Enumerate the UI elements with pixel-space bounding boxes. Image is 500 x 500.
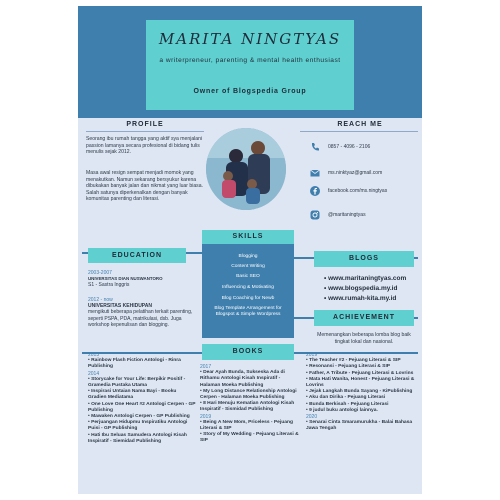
books-year: 2017 [200, 364, 212, 370]
header-title-box [146, 20, 354, 110]
reach-heading: REACH ME [337, 121, 383, 128]
instagram-icon [310, 210, 320, 220]
books-column-2 [200, 364, 300, 445]
blog-link[interactable]: • www.blogspedia.my.id [324, 285, 398, 292]
phone-text: 0857 - 4096 - 2106 [328, 144, 371, 150]
books-column-3 [306, 352, 416, 433]
education-heading: EDUCATION [111, 252, 163, 259]
instagram-text: @maritaningtyas [328, 212, 366, 218]
contact-instagram[interactable] [306, 210, 418, 220]
email-text: ms.ninktyaz@gmail.com [328, 170, 383, 176]
book-item: • Perjuangan Hidupmu Inspiratiku Antologi Puisi - GP Publishing [88, 420, 188, 432]
books-year: 2019 [306, 352, 318, 358]
books-year: 2013 [88, 352, 100, 358]
skill-item: Blogging [238, 254, 258, 259]
book-item: • 9 judul buku antologi lainnya. [306, 407, 378, 413]
book-item: • My Long Distance Relationship Antologi Cerpen - Halaman Moeka Publishing [200, 388, 297, 401]
education-degree-1: S1 - Sastra Inggris [88, 282, 130, 289]
blogs-heading: BLOGS [349, 255, 379, 262]
book-item: • Rainbow Flash Fiction Antologi - Rinra Publishing [88, 358, 181, 370]
books-year: 2014 [88, 370, 100, 377]
book-item: • Senarai Cinta Smaramurukha - Balai Bahasa Jawa Tengah [306, 420, 413, 432]
skill-item: Blog Coaching for Newb [221, 296, 275, 301]
contact-email[interactable] [306, 168, 418, 178]
education-school-2: UNIVERSITAS KEHIDUPAN [88, 303, 152, 310]
family-photo [206, 128, 286, 210]
resume-page [78, 6, 422, 494]
facebook-icon [310, 186, 320, 196]
skills-box [202, 244, 294, 338]
blogs-list [324, 274, 406, 304]
book-item: • 8 Hari Menuju Kematian Antologi Kisah Inspiratif - Sismidad Publishing [200, 401, 295, 413]
education-years-1: 2003-2007 [88, 270, 112, 276]
book-item: • Storycake for Your Life: Berpikir Positif - Gramedia Pustaka Utama [88, 376, 186, 389]
education-school-1: UNIVERSITAS DIAN NUSWANTORO [88, 276, 163, 282]
book-item: • Mawaken Antologi Cerpen - GP Publishing [88, 414, 190, 420]
book-item: • Story of My Wedding - Pejuang Literasi & SIP [200, 432, 299, 444]
reach-rule [300, 131, 418, 132]
blog-link[interactable]: • www.maritaningtyas.com [324, 275, 407, 282]
profile-paragraph-2: Masa awal resign sempat menjadi momok yang menakutkan. Namun sekarang bersyukur karena dibukakan banyak jalan dan nikmat yang luar biasa. Salah satunya diperkenalkan dengan banyak komunitas parenting dan literasi. [86, 170, 203, 203]
contact-phone[interactable] [306, 142, 418, 152]
skill-item: Content Writing [231, 264, 265, 269]
book-item: • Father, A Tribute - Pejuang Literasi & Lovrins [306, 370, 414, 376]
contact-facebook[interactable] [306, 186, 418, 196]
education-years-2: 2012 - now [88, 297, 113, 303]
books-year: 2020 [306, 414, 318, 421]
education-entry-2 [88, 297, 198, 328]
owner-line: Owner of Blogspedia Group [193, 88, 307, 95]
skill-item: Blog Template Arrangement for Blogspot & Simple Wordpress [214, 306, 282, 317]
profile-rule [86, 131, 204, 132]
book-item: • Resonansi - Pejuang Literasi & SIP [306, 364, 391, 370]
book-item: • Aku dan Dirika - Pejuang Literasi [306, 395, 386, 401]
phone-icon [310, 142, 320, 152]
book-item: • Being A New Mom, Priceless - Pejuang Literasi & SIP [200, 419, 293, 432]
achievement-heading: ACHIEVEMENT [333, 314, 395, 321]
book-item: • Inspirasi Untaian Nama Bayi - Booku Gradien Mediatama [88, 389, 177, 401]
achievement-text: Memenangkan beberapa lomba blog baik tingkat lokal dan nasional. [317, 332, 411, 345]
books-heading: BOOKS [232, 348, 264, 355]
book-item: • Bunda Berkisah - Pejuang Literasi [306, 401, 389, 407]
book-item: • Mata Hati Wanita, Honest - Pejuang Literasi & Lovrins [306, 376, 415, 389]
book-item: • The Teacher #2 - Pejuang Literasi & SIP [306, 358, 401, 364]
skills-heading: SKILLS [232, 233, 264, 240]
education-entry-1 [88, 270, 198, 289]
tagline: a writerpreneur, parenting & mental health enthusiast [159, 57, 341, 64]
facebook-text: facebook.com/ms.ningtyas [328, 188, 388, 194]
books-year: 2019 [200, 413, 212, 420]
skill-item: Influencing & Motivating [222, 285, 274, 290]
book-item: • Dear Ayah Bunda, Sukseska Ada di Rithamu Antologi Kisah Inspiratif - Halaman Moeka Publishing [200, 370, 285, 388]
header-banner [78, 6, 422, 118]
book-item: • One Love One Heart #2 Antologi Cerpen - GP Publishing [88, 401, 196, 413]
books-column-1 [88, 352, 196, 445]
education-desc-2: mengikuti beberapa pelatihan terkait parenting, seperti PSPA, PDA, matrikulasi, dsb. Juga workshop kepenulisan dan blogging. [88, 309, 193, 328]
mail-icon [310, 168, 320, 178]
person-name: MARITA NINGTYAS [158, 30, 342, 48]
skill-item: Basic SEO [236, 274, 260, 279]
profile-heading: PROFILE [126, 121, 164, 128]
profile-paragraph-1: Seorang ibu rumah tangga yang aktif sya menjalani passion lamanya secara profesional di bidang tulis menulis sejak 2012. [86, 136, 203, 156]
book-item: • Hati Ibu Seluas Samudera Antologi Kisah Inspiratif - Siemidad Publishing [88, 432, 187, 444]
blog-link[interactable]: • www.rumah-kita.my.id [324, 295, 397, 302]
book-item: • Jejak Langkah Bunda Sayang - KiPublishing [306, 389, 413, 395]
